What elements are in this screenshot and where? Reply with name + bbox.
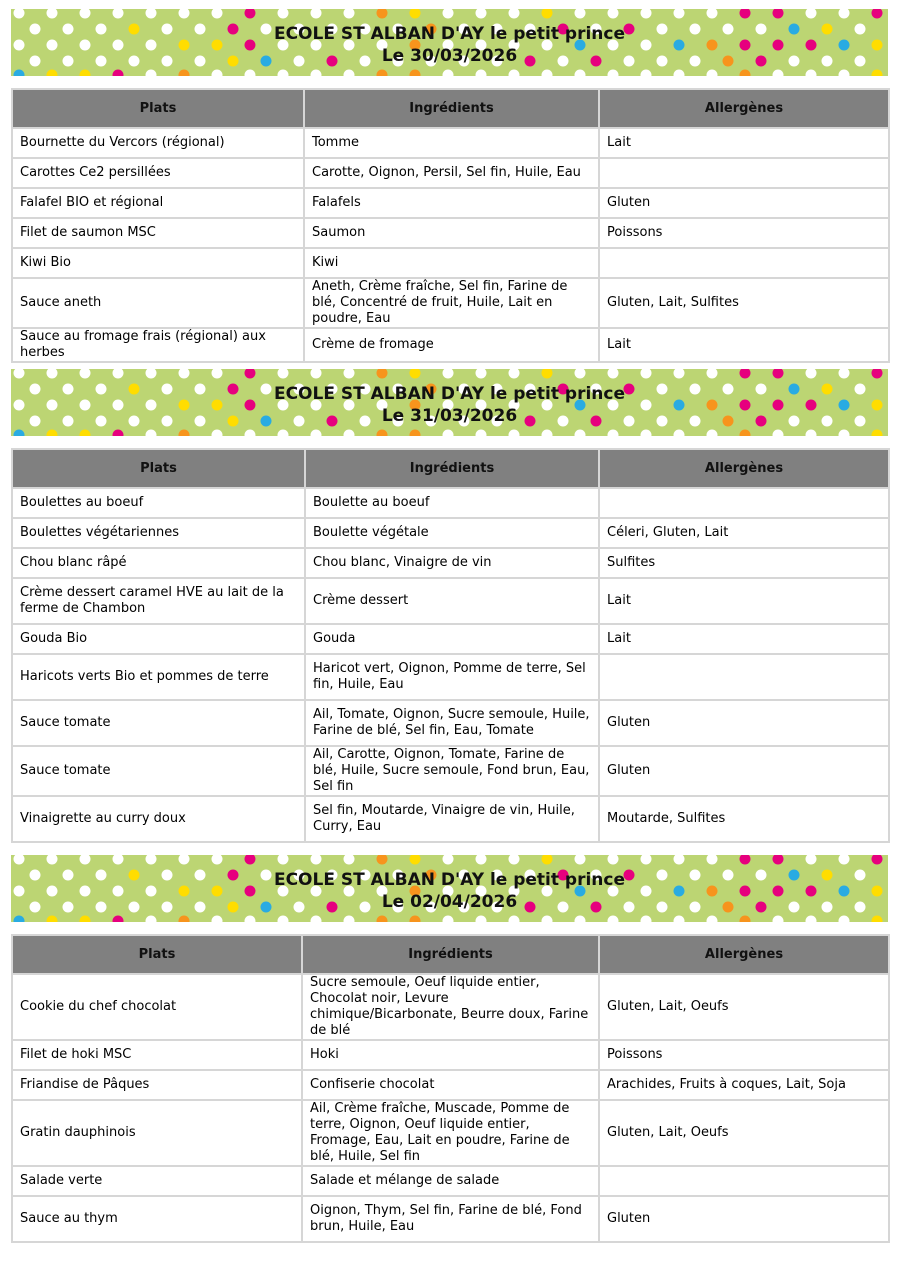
banner-titles (11, 383, 888, 427)
allergens-cell: Lait (599, 128, 889, 158)
school-name: ECOLE ST ALBAN D'AY le petit prince (273, 24, 626, 44)
ingredients-cell: Crème dessert (305, 578, 599, 624)
table-row (12, 158, 889, 188)
allergens-cell (599, 248, 889, 278)
banner-titles (11, 869, 888, 913)
dish-cell: Carottes Ce2 persillées (12, 158, 304, 188)
allergens-cell: Poissons (599, 218, 889, 248)
ingredients-cell: Ail, Tomate, Oignon, Sucre semoule, Huile, Farine de blé, Sel fin, Eau, Tomate (305, 700, 599, 746)
ingredients-cell: Carotte, Oignon, Persil, Sel fin, Huile, Eau (304, 158, 599, 188)
dish-cell: Boulettes au boeuf (12, 488, 305, 518)
table-row (12, 248, 889, 278)
menu-day-1 (11, 9, 888, 360)
allergens-cell: Gluten (599, 188, 889, 218)
header-row (12, 449, 889, 488)
dish-cell: Friandise de Pâques (12, 1070, 302, 1100)
column-header-allergenes: Allergènes (599, 449, 889, 488)
dish-cell: Chou blanc râpé (12, 548, 305, 578)
allergens-cell: Céleri, Gluten, Lait (599, 518, 889, 548)
column-header-ingredients: Ingrédients (302, 935, 599, 974)
column-header-plats: Plats (12, 89, 304, 128)
table-row (12, 1196, 889, 1242)
ingredients-cell: Ail, Carotte, Oignon, Tomate, Farine de blé, Huile, Sucre semoule, Fond brun, Eau, Sel fin (305, 746, 599, 796)
dish-cell: Sauce tomate (12, 700, 305, 746)
header-row (12, 935, 889, 974)
ingredients-cell: Aneth, Crème fraîche, Sel fin, Farine de blé, Concentré de fruit, Huile, Lait en poudre, Eau (304, 278, 599, 328)
allergens-cell: Gluten (599, 746, 889, 796)
ingredients-cell: Saumon (304, 218, 599, 248)
table-row (12, 278, 889, 328)
allergens-cell: Gluten, Lait, Oeufs (599, 974, 889, 1040)
ingredients-cell: Sel fin, Moutarde, Vinaigre de vin, Huile, Curry, Eau (305, 796, 599, 842)
allergens-cell: Moutarde, Sulfites (599, 796, 889, 842)
ingredients-cell: Oignon, Thym, Sel fin, Farine de blé, Fond brun, Huile, Eau (302, 1196, 599, 1242)
table-row (12, 1070, 889, 1100)
header-row (12, 89, 889, 128)
dish-cell: Boulettes végétariennes (12, 518, 305, 548)
table-row (12, 700, 889, 746)
ingredients-cell: Gouda (305, 624, 599, 654)
dish-cell: Sauce au thym (12, 1196, 302, 1242)
table-row (12, 188, 889, 218)
table-row (12, 654, 889, 700)
table-row (12, 218, 889, 248)
ingredients-cell: Hoki (302, 1040, 599, 1070)
table-row (12, 1040, 889, 1070)
dish-cell: Sauce au fromage frais (régional) aux herbes (12, 328, 304, 362)
column-header-allergenes: Allergènes (599, 89, 889, 128)
dish-cell: Falafel BIO et régional (12, 188, 304, 218)
column-header-ingredients: Ingrédients (304, 89, 599, 128)
ingredients-cell: Sucre semoule, Oeuf liquide entier, Chocolat noir, Levure chimique/Bicarbonate, Beurre doux, Farine de blé (302, 974, 599, 1040)
allergens-cell: Gluten, Lait, Oeufs (599, 1100, 889, 1166)
menu-date: Le 31/03/2026 (381, 406, 518, 426)
menu-date: Le 30/03/2026 (381, 46, 518, 66)
allergens-cell: Lait (599, 578, 889, 624)
ingredients-cell: Tomme (304, 128, 599, 158)
ingredients-cell: Boulette végétale (305, 518, 599, 548)
ingredients-cell: Boulette au boeuf (305, 488, 599, 518)
banner (11, 855, 888, 922)
table-row (12, 518, 889, 548)
dish-cell: Kiwi Bio (12, 248, 304, 278)
menu-table (11, 934, 890, 1243)
dish-cell: Crème dessert caramel HVE au lait de la ferme de Chambon (12, 578, 305, 624)
dish-cell: Bournette du Vercors (régional) (12, 128, 304, 158)
ingredients-cell: Salade et mélange de salade (302, 1166, 599, 1196)
ingredients-cell: Chou blanc, Vinaigre de vin (305, 548, 599, 578)
allergens-cell (599, 1166, 889, 1196)
banner (11, 369, 888, 436)
dish-cell: Gouda Bio (12, 624, 305, 654)
column-header-ingredients: Ingrédients (305, 449, 599, 488)
table-row (12, 1100, 889, 1166)
ingredients-cell: Haricot vert, Oignon, Pomme de terre, Sel fin, Huile, Eau (305, 654, 599, 700)
table-row (12, 548, 889, 578)
dish-cell: Salade verte (12, 1166, 302, 1196)
menu-day-3 (11, 855, 888, 1234)
table-row (12, 796, 889, 842)
table-row (12, 578, 889, 624)
table-row (12, 128, 889, 158)
ingredients-cell: Confiserie chocolat (302, 1070, 599, 1100)
ingredients-cell: Ail, Crème fraîche, Muscade, Pomme de terre, Oignon, Oeuf liquide entier, Fromage, Eau, Lait en poudre, Farine de blé, Huile, Sel fin (302, 1100, 599, 1166)
table-row (12, 746, 889, 796)
allergens-cell: Lait (599, 328, 889, 362)
dish-cell: Filet de hoki MSC (12, 1040, 302, 1070)
allergens-cell: Sulfites (599, 548, 889, 578)
column-header-plats: Plats (12, 449, 305, 488)
banner-titles (11, 23, 888, 67)
allergens-cell (599, 488, 889, 518)
menu-table (11, 448, 890, 843)
ingredients-cell: Kiwi (304, 248, 599, 278)
table-row (12, 1166, 889, 1196)
dish-cell: Filet de saumon MSC (12, 218, 304, 248)
table-row (12, 624, 889, 654)
table-row (12, 488, 889, 518)
dish-cell: Haricots verts Bio et pommes de terre (12, 654, 305, 700)
column-header-plats: Plats (12, 935, 302, 974)
menu-day-2 (11, 369, 888, 834)
column-header-allergenes: Allergènes (599, 935, 889, 974)
allergens-cell: Arachides, Fruits à coques, Lait, Soja (599, 1070, 889, 1100)
dish-cell: Gratin dauphinois (12, 1100, 302, 1166)
table-row (12, 328, 889, 362)
allergens-cell: Gluten, Lait, Sulfites (599, 278, 889, 328)
menu-table (11, 88, 890, 363)
menu-date: Le 02/04/2026 (381, 892, 518, 912)
dish-cell: Sauce tomate (12, 746, 305, 796)
allergens-cell: Gluten (599, 700, 889, 746)
dish-cell: Cookie du chef chocolat (12, 974, 302, 1040)
school-name: ECOLE ST ALBAN D'AY le petit prince (273, 870, 626, 890)
allergens-cell: Gluten (599, 1196, 889, 1242)
school-name: ECOLE ST ALBAN D'AY le petit prince (273, 384, 626, 404)
table-row (12, 974, 889, 1040)
ingredients-cell: Crème de fromage (304, 328, 599, 362)
allergens-cell (599, 654, 889, 700)
ingredients-cell: Falafels (304, 188, 599, 218)
banner (11, 9, 888, 76)
allergens-cell: Poissons (599, 1040, 889, 1070)
allergens-cell (599, 158, 889, 188)
allergens-cell: Lait (599, 624, 889, 654)
dish-cell: Sauce aneth (12, 278, 304, 328)
dish-cell: Vinaigrette au curry doux (12, 796, 305, 842)
